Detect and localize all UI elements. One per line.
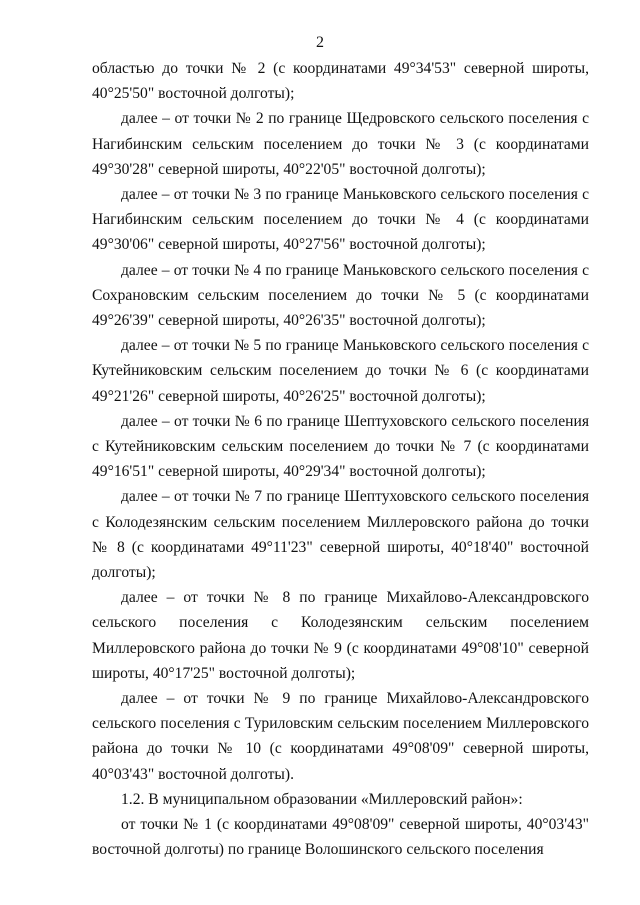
paragraph-9: далее – от точки № 9 по границе Михайлово-Александровского сельского поселения с Туриловским сельским поселением Миллеровского района до точки № 10 (с координатами 49°08'09" северной широты, 40°03'43" восточной долготы). [92, 690, 589, 783]
paragraph-8: далее – от точки № 8 по границе Михайлово-Александровского сельского поселения с Колодезянским сельским поселением Миллеровского района до точки № 9 (с координатами 49°08'10" северной широты, 40°17'25" восточной долготы); [92, 589, 589, 682]
paragraph-1: областью до точки № 2 (с координатами 49°34'53" северной широты, 40°25'50" восточной долготы); [92, 60, 589, 103]
paragraph-3: далее – от точки № 3 по границе Маньковского сельского поселения с Нагибинским сельским поселением до точки № 4 (с координатами 49°30'06" северной широты, 40°27'56" восточной долготы); [92, 186, 589, 254]
paragraph-10: 1.2. В муниципальном образовании «Миллеровский район»: [121, 790, 523, 808]
paragraph-11: от точки № 1 (с координатами 49°08'09" северной широты, 40°03'43" восточной долготы) по границе Волошинского сельского поселения [92, 816, 589, 859]
paragraph-7: далее – от точки № 7 по границе Шептуховского сельского поселения с Колодезянским сельским поселением Миллеровского района до точки № 8 (с координатами 49°11'23" северной широты, 40°18'40" восточной долготы); [92, 488, 589, 582]
paragraph-5: далее – от точки № 5 по границе Маньковского сельского поселения с Кутейниковским сельским поселением до точки № 6 (с координатами 49°21'26" северной широты, 40°26'25" восточной долготы); [92, 337, 589, 405]
page-number: 2 [316, 34, 324, 51]
document-body [92, 56, 589, 863]
paragraph-6: далее – от точки № 6 по границе Шептуховского сельского поселения с Кутейниковским сельским поселением до точки № 7 (с координатами 49°16'51" северной широты, 40°29'34" восточной долготы); [92, 412, 589, 481]
paragraph-2: далее – от точки № 2 по границе Щедровского сельского поселения с Нагибинским сельским поселением до точки № 3 (с координатами 49°30'28" северной широты, 40°22'05" восточной долготы); [92, 110, 589, 178]
paragraph-4: далее – от точки № 4 по границе Маньковского сельского поселения с Сохрановским сельским поселением до точки № 5 (с координатами 49°26'39" северной широты, 40°26'35" восточной долготы); [92, 261, 589, 330]
